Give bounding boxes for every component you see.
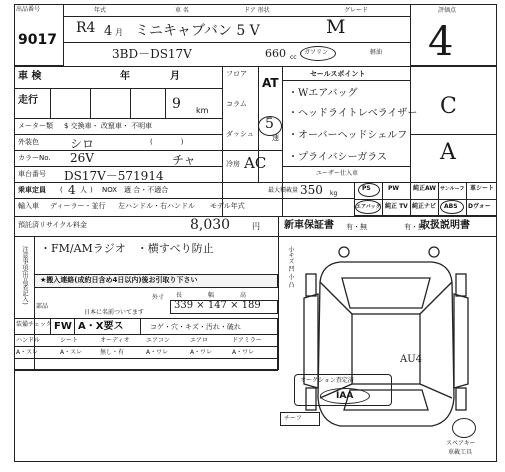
warranty-label: 新車保証書 (284, 220, 334, 231)
grade-r-5: A・ワレ (232, 349, 255, 356)
row-head-ax: A・X要ス (78, 321, 124, 332)
equip-airbag: エアバッグ (356, 204, 381, 210)
chassis-value: DS17V－571914 (64, 169, 164, 183)
map-label: AU4 (400, 354, 423, 365)
row-line-9 (14, 236, 497, 237)
header-mid-line (64, 42, 410, 43)
cc-unit: cc (290, 54, 297, 61)
load-value: 350 (300, 183, 323, 197)
row-line-8 (14, 216, 497, 217)
recycle-divider (278, 216, 279, 236)
bottom-area-line (14, 370, 278, 371)
equip-pw: PW (388, 185, 400, 192)
equip-sunroof: サンルーフ (440, 186, 465, 192)
fuel-label: ガソリン (304, 49, 329, 56)
car-windshield (342, 278, 430, 308)
model-year-label: モデル年式 (210, 202, 245, 210)
grade-h-3: エアコン (146, 337, 170, 344)
floor-label: フロア (226, 70, 247, 78)
row-head-fw: FW (54, 321, 72, 332)
wheel-rr (456, 388, 466, 410)
month-value: 4 (104, 24, 113, 39)
year-value: R4 (76, 20, 96, 36)
recycle-yen: 円 (252, 222, 260, 231)
check-col-ax (140, 318, 141, 334)
mileage-cell-2 (90, 88, 91, 118)
sales-col-left (282, 66, 283, 216)
jack-label: 車載工具 (448, 449, 473, 456)
width-label: 幅 (208, 292, 215, 299)
speed-value: 5 (265, 116, 274, 132)
month-suffix: 月 (115, 28, 123, 37)
car-name: ミニキャブバン 5 V (135, 23, 260, 39)
spare-key-label: スペアキー (446, 440, 476, 447)
import-label: 輸入車 (18, 202, 39, 210)
dims-label: 外寸 (152, 294, 165, 301)
nox-label: NOX (102, 186, 118, 194)
equip-col-4 (466, 182, 467, 216)
check-col-0 (50, 318, 51, 334)
row-line-2 (14, 118, 222, 119)
handle-options: 左ハンドル・右ハンドル (118, 202, 195, 210)
load-label: 最大積載量 (268, 187, 299, 194)
grade-r-3: A・ワレ (146, 349, 169, 356)
shaken-tsuki: 月 (170, 71, 180, 82)
wheel-fr (456, 274, 466, 296)
airbag-circle (355, 200, 381, 214)
import-options: ディーラー・並行 (50, 202, 106, 210)
shaken-nen: 年 (120, 71, 130, 82)
grade-r-4: A・ワレ (190, 349, 213, 356)
warranty-options: 有・無 (346, 223, 367, 231)
stamp-line-2: IAA (336, 391, 354, 401)
color-value: シロ (70, 137, 95, 151)
displacement-value: 660 (265, 47, 286, 60)
capacity-unit: 人 (80, 186, 87, 194)
sales-point-1: ・Wエアバッグ (288, 88, 358, 99)
sales-point-3: ・オーバーヘッドシェルフ (288, 130, 408, 141)
meter-label: メーター類 (18, 122, 53, 130)
sales-point-2: ・ヘッドライトレベライザー (288, 108, 418, 119)
grade-h-0: ハンドル (16, 337, 41, 344)
mileage-value: 9 (172, 96, 181, 112)
recycle-label: 預託済リサイクル料金 (18, 221, 88, 229)
spare-key-circle (452, 418, 476, 438)
recycle-value: 8,030 (190, 217, 231, 233)
meter-options: $ 交換車・ 改竄車・ 不明車 (64, 122, 153, 130)
nox-options: 適 合・不適合 (124, 186, 169, 194)
shaken-label: 車 検 (18, 71, 42, 82)
front-left-marker (339, 247, 349, 257)
side-words: 小キズ 凹 小 凸 (287, 246, 294, 288)
parts-label: 部品 (36, 303, 49, 310)
ps-circle (358, 183, 380, 197)
color-label: 外装色 (18, 138, 39, 146)
front-right-marker (429, 247, 439, 257)
trim-value: チャ (172, 153, 196, 167)
notes-label: 注意事項(出品者記入) (21, 246, 28, 305)
chief-label: チーフ (284, 415, 302, 422)
stamp-line-1: オークション査定済 (300, 377, 354, 384)
door-label: ドア 形状 (244, 7, 270, 14)
mileage-unit: km (196, 106, 209, 115)
check-col-fw (74, 318, 75, 334)
dash-label: ダッシュ (226, 130, 254, 138)
interior-score: C (440, 94, 457, 119)
row-line-7 (14, 198, 354, 199)
cross-line-4 (420, 384, 452, 398)
exterior-score: A (440, 140, 456, 165)
lot-number: 9017 (18, 32, 57, 48)
dims-value: 339 × 147 × 189 (174, 300, 261, 311)
capacity-value: 4 (68, 183, 76, 197)
check-line-1 (14, 334, 278, 335)
user-label: ユーザー仕入車 (316, 170, 359, 177)
car-right-door (454, 294, 468, 388)
load-unit: kg (330, 190, 338, 197)
notes-banner-text: ★搬入連絡(成約日含め4日以内)後お引取り下さい (40, 276, 198, 284)
sales-bottom-line (282, 166, 410, 167)
grade-r-0: A・スレ (16, 349, 39, 356)
at-label: AT (262, 76, 279, 90)
abs-circle (440, 200, 464, 214)
color-paren: ( ) (150, 138, 184, 146)
grade-h-2: オーディオ (100, 337, 130, 344)
check-line-2 (14, 346, 278, 347)
column-label: コラム (226, 100, 247, 108)
wheel-fl (306, 274, 316, 296)
equip-aw: 純正AW (413, 185, 436, 192)
row-line-3 (14, 134, 222, 135)
equip-col-1 (382, 182, 383, 216)
gear-row-line (222, 150, 282, 151)
mileage-cell-1 (50, 88, 51, 118)
score-divider (410, 134, 497, 135)
score-value: 4 (428, 19, 454, 65)
grade-r-1: A・スレ (60, 349, 83, 356)
aircon-value: AC (244, 154, 267, 172)
lot-label: 出品番号 (16, 6, 41, 13)
capacity-paren-open: ( (60, 186, 63, 194)
chassis-label: 車台番号 (18, 170, 46, 178)
color-no-label: カラーNo. (18, 154, 51, 162)
speed-label: 速 (272, 134, 279, 142)
gear-col-left (222, 66, 223, 216)
grade-h-5: ドアミラー (232, 337, 262, 344)
equip-abs: ABS (444, 203, 458, 210)
header-divider (64, 16, 410, 17)
height-label: 高 (240, 292, 247, 299)
equip-col-3 (438, 182, 439, 216)
equip-check-label: 装備チェック (16, 321, 52, 328)
grade-h-4: エアロ (190, 337, 209, 344)
equip-tv: 純正 TV (385, 203, 408, 210)
shamei-label: 車 名 (175, 7, 189, 14)
damage-header: コゲ・穴・キズ・汚れ・破れ (150, 323, 241, 331)
aircon-label: 冷房 (226, 160, 240, 168)
grade-r-2: 無し・有 (100, 349, 125, 356)
sales-title: セールスポイント (310, 70, 366, 78)
sales-point-4: ・プライバシーガラス (288, 152, 387, 163)
grade-label: グレード (344, 7, 369, 14)
grade-value: M (326, 16, 346, 38)
equip-dv: Dヴォー (468, 203, 491, 210)
notes-right-edge (278, 236, 279, 370)
row-note: 日本に名前ついてます (84, 309, 145, 316)
equip-col-2 (410, 182, 411, 216)
mileage-cell-4 (165, 88, 166, 118)
grade-h-1: シート (60, 337, 79, 344)
equip-navi: 純正ナビ (412, 203, 437, 210)
model-code: 3BD－DS17V (112, 47, 192, 61)
score-label: 評価点 (438, 7, 457, 14)
length-label: 長 (176, 292, 183, 299)
mileage-label: 走行 (18, 95, 38, 106)
fuel-other: 軽油 (370, 49, 383, 56)
nengo-label: 年式 (94, 7, 107, 14)
equip-mid-line (354, 199, 497, 200)
capacity-label: 乗車定員 (18, 186, 46, 194)
row-line-1 (14, 88, 222, 89)
manual-options: 有・無 (404, 223, 425, 231)
sales-title-line (282, 80, 410, 81)
capacity-paren-close: ) (90, 186, 93, 194)
equip-ps: PS (362, 185, 371, 192)
header-bottom-line (14, 66, 497, 67)
mileage-cell-3 (130, 88, 131, 118)
check-line-3 (14, 358, 278, 359)
equip-leather: 革シート (470, 185, 495, 192)
color-no-value: 26V (70, 151, 94, 165)
manual-label: 取扱説明書 (420, 220, 470, 231)
notes-line-1: ・FM/AMラジオ ・横すべり防止 (40, 242, 214, 255)
